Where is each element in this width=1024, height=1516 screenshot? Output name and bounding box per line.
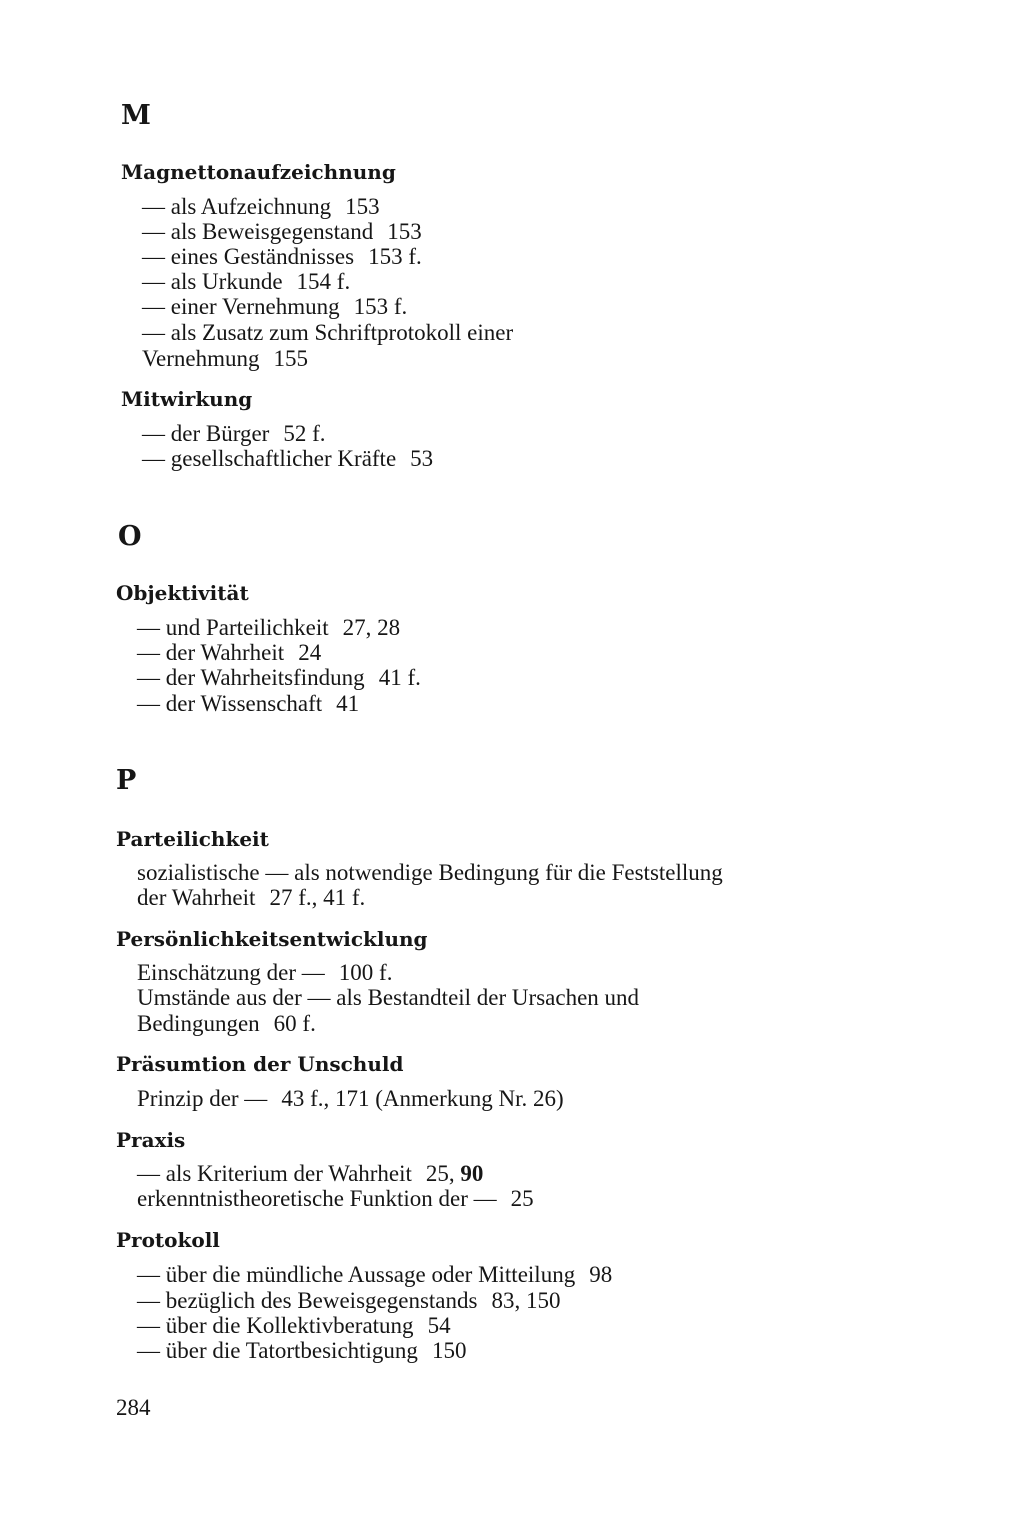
subentry-line [137,616,400,639]
subentry-text: — als Zusatz zum Schriftprotokoll einer [142,320,514,345]
subentry-line [137,1187,534,1210]
subentry-line [142,321,513,344]
subentry-text: — über die Tatortbesichtigung [137,1338,418,1363]
subentry-line [142,295,407,318]
page-reference: 53 [410,446,434,471]
entry-heading-praxis: Praxis [116,1128,186,1152]
subentry-text: Bedingungen [137,1011,260,1036]
page-reference: 150 [431,1338,467,1363]
subentry-text: Prinzip der — [137,1086,268,1111]
section-letter-m: M [121,100,151,131]
entry-heading-mitwirkung: Mitwirkung [121,387,253,411]
subentry-line [137,1339,466,1362]
subentry-text: — bezüglich des Beweisgegenstands [137,1288,478,1313]
entry-heading-praesumtion: Präsumtion der Unschuld [116,1052,404,1076]
subentry-line [137,1087,564,1110]
page-reference: 153 [345,194,380,219]
subentry-line [142,447,433,470]
page-reference: 153 f. [368,244,422,269]
subentry-text: Einschätzung der — [137,960,325,985]
page-reference: 153 f. [353,294,408,319]
subentry-line [137,666,421,689]
page-reference: 60 f. [273,1011,316,1036]
subentry-line [137,1263,612,1286]
entry-heading-protokoll: Protokoll [116,1228,220,1252]
subentry-text: — der Wissenschaft [137,691,323,716]
subentry-text: — der Wahrheit [137,640,285,665]
subentry-text: — als Urkunde [142,269,283,294]
subentry-line [142,270,350,293]
subentry-line [137,1162,483,1185]
subentry-line [142,195,380,218]
page-reference: 155 [273,346,309,371]
subentry-text: — einer Vernehmung [142,294,340,319]
subentry-text: — über die Kollektivberatung [137,1313,414,1338]
subentry-line [137,692,359,715]
page-reference: 100 f. [338,960,393,985]
page-reference: 25 [510,1186,534,1211]
page-reference: 24 [298,640,322,665]
entry-heading-parteilichkeit: Parteilichkeit [116,827,269,851]
page-reference: 83, 150 [491,1288,561,1313]
subentry-line [142,220,422,243]
subentry-text: erkenntnistheoretische Funktion der — [137,1186,497,1211]
subentry-text: Umstände aus der — als Bestandteil der Ursachen und [137,985,640,1010]
subentry-text: Vernehmung [142,346,260,371]
page-reference: 54 [427,1313,451,1338]
section-letter-o: O [118,521,142,552]
page-number: 284 [116,1395,151,1420]
subentry-line [137,861,723,884]
subentry-text: — über die mündliche Aussage oder Mitteilung [137,1262,576,1287]
subentry-line [137,1314,451,1337]
subentry-line [137,1012,316,1035]
subentry-line [137,961,392,984]
page-reference: 25, [425,1161,455,1186]
page-reference: 98 [589,1262,613,1287]
subentry-text: — als Aufzeichnung [142,194,332,219]
entry-heading-objektivitaet: Objektivität [116,581,249,605]
subentry-text: — eines Geständnisses [142,244,355,269]
subentry-line [142,245,422,268]
subentry-text: — gesellschaftlicher Kräfte [142,446,397,471]
subentry-line [142,422,326,445]
subentry-line [137,1289,560,1312]
subentry-text: — der Bürger [142,421,270,446]
entry-heading-magnettonaufzeichnung: Magnettonaufzeichnung [121,160,396,184]
page-reference: 27 f., 41 f. [269,885,366,910]
subentry-line [137,641,321,664]
subentry-text: — und Parteilichkeit [137,615,329,640]
subentry-text: — als Beweisgegenstand [142,219,374,244]
page-reference-bold: 90 [460,1161,484,1186]
entry-heading-persoenlichkeitsentwicklung: Persönlichkeitsentwicklung [116,927,428,951]
page-reference: 153 [387,219,422,244]
page-reference: 41 [336,691,360,716]
page-reference: 41 f. [378,665,421,690]
subentry-line [137,986,639,1009]
subentry-line [137,886,365,909]
page-reference: 43 f., 171 (Anmerkung Nr. 26) [281,1086,564,1111]
subentry-text: sozialistische — als notwendige Bedingung für die Feststellung [137,860,723,885]
page-reference: 154 f. [296,269,351,294]
page-reference: 27, 28 [342,615,401,640]
subentry-text: — als Kriterium der Wahrheit [137,1161,412,1186]
subentry-text: — der Wahrheitsfindung [137,665,365,690]
subentry-line [142,347,308,370]
page-reference: 52 f. [283,421,326,446]
section-letter-p: P [116,765,137,796]
subentry-text: der Wahrheit [137,885,256,910]
